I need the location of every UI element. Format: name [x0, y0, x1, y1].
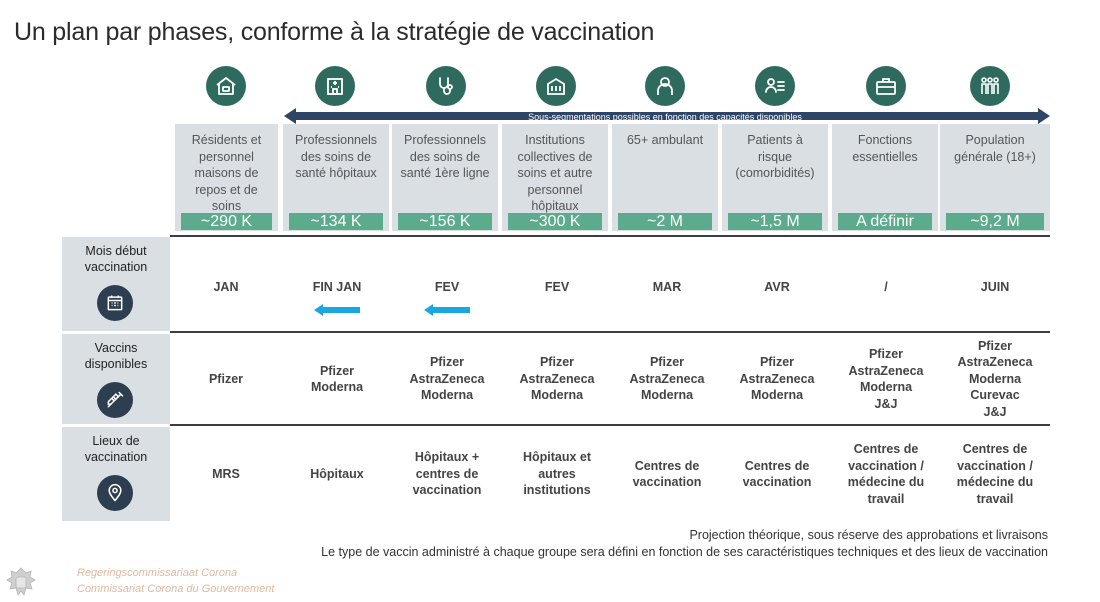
cell-places: Hôpitaux et autres institutions: [522, 450, 592, 498]
cell-places: Hôpitaux: [310, 466, 364, 481]
cell-vaccines: Pfizer AstraZeneca Moderna Curevac J&J: [957, 338, 1033, 419]
footnote-projection: Projection théorique, sous réserve des approbations et livraisons: [689, 528, 1048, 542]
cell-vaccines: Pfizer AstraZeneca Moderna: [629, 355, 705, 403]
cell-start: /: [884, 280, 888, 294]
table-rule: [170, 424, 1050, 426]
table-rule: [170, 331, 1050, 333]
cell-vaccines: Pfizer AstraZeneca Moderna: [519, 355, 595, 403]
syringe-icon: [97, 382, 133, 418]
cell-vaccines: Pfizer AstraZeneca Moderna: [739, 355, 815, 403]
row-label-vaccines: [62, 334, 170, 424]
group-count: ~9,2 M: [946, 213, 1044, 230]
group-label: 65+ ambulant: [626, 133, 704, 147]
calendar-icon: [97, 285, 133, 321]
earlier-start-arrow: [314, 304, 360, 316]
group-header: [832, 124, 938, 231]
cell-places: Centres de vaccination / médecine du travail: [847, 442, 925, 506]
patient-list-icon: [755, 66, 795, 106]
cell-vaccines: Pfizer AstraZeneca Moderna J&J: [848, 347, 924, 411]
cell-vaccines: Pfizer: [208, 371, 244, 386]
cell-start: AVR: [764, 280, 790, 294]
cell-start: JUIN: [980, 280, 1010, 294]
cell-start: MAR: [652, 280, 682, 294]
brand-fr: Commissariat Corona du Gouvernement: [77, 583, 275, 595]
group-label: Professionnels des soins de santé hôpitaux: [295, 133, 377, 180]
cell-places: MRS: [212, 466, 240, 481]
group-header: [940, 124, 1050, 231]
group-label: Fonctions essentielles: [852, 133, 918, 164]
cell-start: FIN JAN: [312, 280, 362, 294]
row-label-vaccines-text: Vaccins disponibles: [84, 341, 148, 371]
cell-places: Centres de vaccination / médecine du travail: [956, 442, 1034, 506]
row-label-places-text: Lieux de vaccination: [84, 434, 148, 464]
person-icon: [645, 66, 685, 106]
cell-start: FEV: [434, 280, 460, 294]
group-header: [392, 124, 498, 231]
hospital-icon: [315, 66, 355, 106]
group-header: [502, 124, 608, 231]
house-icon: [206, 66, 246, 106]
row-label-start-text: Mois début vaccination: [84, 244, 148, 274]
group-count: ~290 K: [181, 213, 272, 230]
location-pin-icon: [97, 475, 133, 511]
group-count: ~300 K: [508, 213, 602, 230]
cell-places: Centres de vaccination: [742, 458, 812, 489]
group-header: [175, 124, 278, 231]
brand-nl: Regeringscommissariaat Corona: [77, 567, 238, 579]
cell-start: FEV: [544, 280, 570, 294]
cell-places: Centres de vaccination: [632, 458, 702, 489]
group-count: ~134 K: [289, 213, 383, 230]
cell-vaccines: Pfizer Moderna: [310, 363, 364, 394]
earlier-start-arrow: [424, 304, 470, 316]
group-label: Population générale (18+): [954, 133, 1036, 164]
stethoscope-icon: [426, 66, 466, 106]
building-icon: [536, 66, 576, 106]
belgian-crest-logo: [4, 566, 38, 600]
slide-title: Un plan par phases, conforme à la stratégie de vaccination: [14, 18, 655, 46]
table-rule: [170, 235, 1050, 237]
cell-places: Hôpitaux + centres de vaccination: [412, 450, 482, 498]
cell-vaccines: Pfizer AstraZeneca Moderna: [409, 355, 485, 403]
row-label-start: [62, 237, 170, 331]
group-label: Résidents et personnel maisons de repos et de soins: [191, 133, 262, 213]
cell-start: JAN: [213, 280, 239, 294]
group-label: Professionnels des soins de santé 1ère ligne: [400, 133, 490, 180]
footnote-vaccine-type: Le type de vaccin administré à chaque groupe sera défini en fonction de ses caractéristiques techniques et des lieux de vaccination: [321, 545, 1048, 559]
group-header: [722, 124, 828, 231]
group-count: ~1,5 M: [728, 213, 822, 230]
group-header: [612, 124, 718, 231]
people-icon: [970, 66, 1010, 106]
group-label: Institutions collectives de soins et autre personnel hôpitaux: [517, 133, 593, 213]
group-count: A définir: [838, 213, 932, 230]
briefcase-icon: [866, 66, 906, 106]
group-header: [283, 124, 389, 231]
group-label: Patients à risque (comorbidités): [735, 133, 815, 180]
group-count: ~156 K: [398, 213, 492, 230]
subsegment-note: Sous-segmentations possibles en fonction des capacités disponibles: [528, 112, 802, 122]
group-count: ~2 M: [618, 213, 712, 230]
row-label-places: [62, 427, 170, 521]
